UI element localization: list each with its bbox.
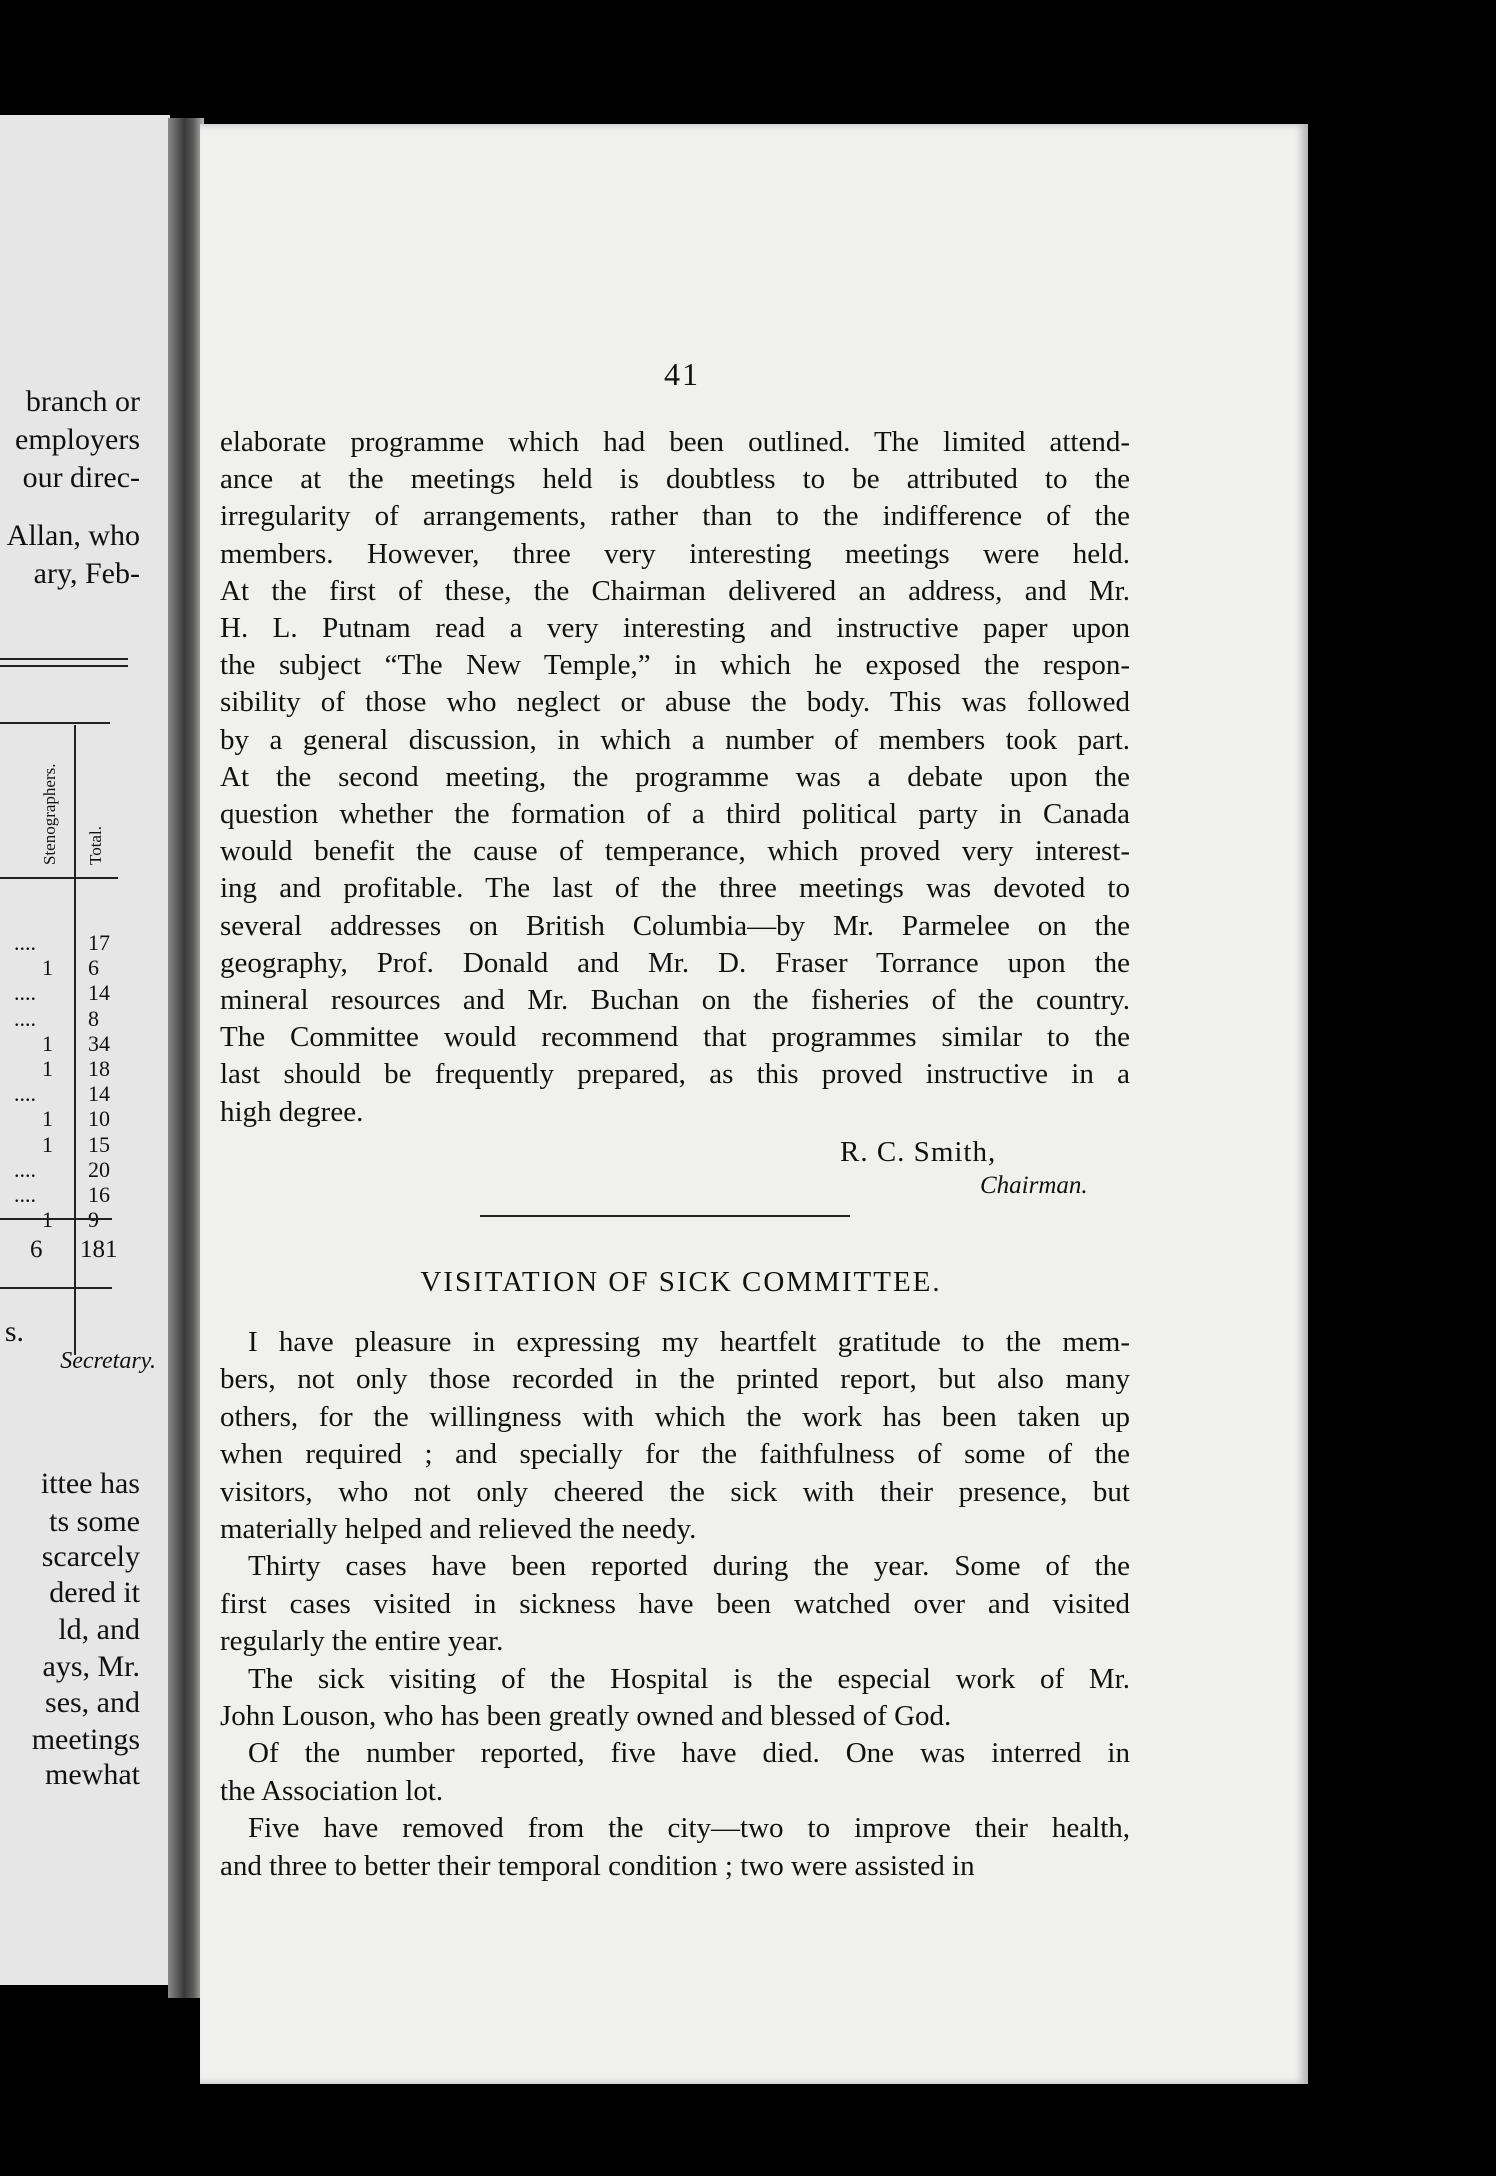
paragraph-line: members. However, three very interesting meetings were held. [220,537,1130,570]
total-cell: 15 [88,1131,110,1157]
left-page-fragment-line: ts some [49,1505,140,1538]
left-fragment-s: s. [4,1315,24,1348]
visitation-report-text [220,1324,1130,1885]
left-page-fragment-line: our direc- [22,461,140,494]
stenographers-cell: .... [14,1081,36,1107]
left-page-fragment-line: meetings [31,1723,140,1756]
section-line: first cases visited in sickness have been watched over and visited [220,1587,1130,1620]
left-page-fragment-line: scarcely [41,1540,140,1573]
total-cell [88,1207,99,1233]
section-line: others, for the willingness with which the work has been taken up [220,1400,1130,1433]
paragraph-line: ance at the meetings held is doubtless to be attributed to the [220,463,1130,496]
section-line: The sick visiting of the Hospital is the especial work of Mr. [248,1662,1130,1695]
paragraph-line: H. L. Putnam read a very interesting and instructive paper upon [220,612,1130,645]
paragraph-line: mineral resources and Mr. Buchan on the fisheries of the country. [220,984,1130,1017]
left-page-fragment-line: ary, Feb- [33,557,140,590]
stenographers-cell: 1 [42,1030,53,1056]
stenographers-cell: .... [14,1156,36,1182]
left-page-fragment-line: branch or [25,385,140,418]
stenographers-cell: 1 [42,1131,53,1157]
page-41 [200,124,1308,2084]
section-line: Thirty cases have been reported during the year. Some of the [248,1550,1130,1583]
table-top-rule [0,658,128,660]
total-cell: 14 [88,980,110,1006]
left-page-fragment-line: ays, Mr. [42,1650,140,1683]
total-cell: 8 [88,1005,99,1031]
stenographers-cell: 1 [42,1056,53,1081]
section-line: and three to better their temporal condition ; two were assisted in [220,1849,975,1882]
section-line: John Louson, who has been greatly owned and blessed of God. [220,1700,952,1733]
table-bottom-rule [0,1287,112,1289]
left-page-fragment-line: ittee has [40,1467,140,1500]
paragraph-line: question whether the formation of a third political party in Canada [220,798,1130,831]
paragraph-line: sibility of those who neglect or abuse the body. This was followed [220,686,1130,719]
left-fragment-secretary: Secretary. [60,1348,156,1374]
stenographers-cell: .... [14,980,36,1006]
stenographers-cell: 1 [42,955,53,981]
section-divider [480,1215,850,1217]
section-line: I have pleasure in expressing my heartfelt gratitude to the mem- [248,1326,1130,1358]
total-cell: 10 [88,1106,110,1132]
paragraph-line: elaborate programme which had been outlined. The limited attend- [220,426,1130,458]
paragraph-line: would benefit the cause of temperance, which proved very interest- [220,835,1130,868]
paragraph-line: high degree. [220,1095,364,1128]
total-cell: 6 [88,955,99,981]
section-line: materially helped and relieved the needy. [220,1513,697,1546]
col-header-stenographers: Stenographers. [40,763,59,865]
left-page-fragment-line: ld, and [58,1613,140,1646]
stenographers-cell [42,1207,53,1233]
paragraph-line: last should be frequently prepared, as this proved instructive in a [220,1058,1130,1091]
stenographers-cell: .... [14,930,36,955]
paragraph-line: irregularity of arrangements, rather than to the indifference of the [220,500,1130,533]
paragraph-line: by a general discussion, in which a number of members took part. [220,723,1130,756]
section-line: regularly the entire year. [220,1625,504,1658]
left-page-fragment-line: employers [15,423,140,456]
stenographers-cell: 1 [42,1106,53,1132]
section-line: Five have removed from the city—two to improve their health, [248,1812,1130,1845]
paragraph-line: ing and profitable. The last of the three meetings was devoted to [220,872,1130,905]
grand-total: 181 [80,1236,118,1263]
paragraph-line: several addresses on British Columbia—by Mr. Parmelee on the [220,909,1130,942]
page-number: 41 [664,356,700,392]
col-header-total: Total. [86,826,105,865]
paragraph-line: The Committee would recommend that programmes similar to the [220,1021,1130,1054]
stenographers-cell: .... [14,1005,36,1031]
total-cell: 17 [88,930,110,955]
paragraph-line: At the second meeting, the programme was a debate upon the [220,760,1130,793]
table-top-rule-double [0,665,128,667]
previous-page-fragment [0,115,170,1985]
table-header-rule [0,722,110,724]
section-heading: VISITATION OF SICK COMMITTEE. [420,1266,942,1298]
section-line: Of the number reported, five have died. One was interred in [248,1737,1130,1770]
stenographers-total: 6 [30,1236,43,1263]
total-cell: 34 [88,1030,110,1056]
table-body-rule [0,877,118,879]
paragraph-line: the subject “The New Temple,” in which he exposed the respon- [220,649,1130,682]
section-line: bers, not only those recorded in the printed report, but also many [220,1363,1130,1396]
section-line: when required ; and specially for the faithfulness of some of the [220,1438,1130,1471]
book-gutter [168,118,204,1998]
signature-name: R. C. Smith, [840,1136,997,1168]
section-line: visitors, who not only cheered the sick with their presence, but [220,1475,1130,1508]
left-page-fragment-line: ses, and [45,1686,140,1719]
section-line: the Association lot. [220,1774,444,1807]
left-page-fragment-line: dered it [49,1576,140,1609]
table-column-divider [74,725,76,1355]
committee-report-paragraph [220,424,1130,1131]
left-page-fragment-line: mewhat [45,1758,140,1791]
paragraph-line: geography, Prof. Donald and Mr. D. Fraser Torrance upon the [220,946,1130,979]
left-page-fragment-line: Allan, who [6,519,140,552]
stenographers-cell: .... [14,1182,36,1207]
signature-title: Chairman. [980,1172,1088,1199]
total-cell: 20 [88,1156,110,1182]
total-cell: 18 [88,1056,110,1081]
table-sum-rule [0,1218,112,1220]
total-cell: 16 [88,1182,110,1207]
total-cell: 14 [88,1081,110,1107]
paragraph-line: At the first of these, the Chairman delivered an address, and Mr. [220,574,1130,607]
